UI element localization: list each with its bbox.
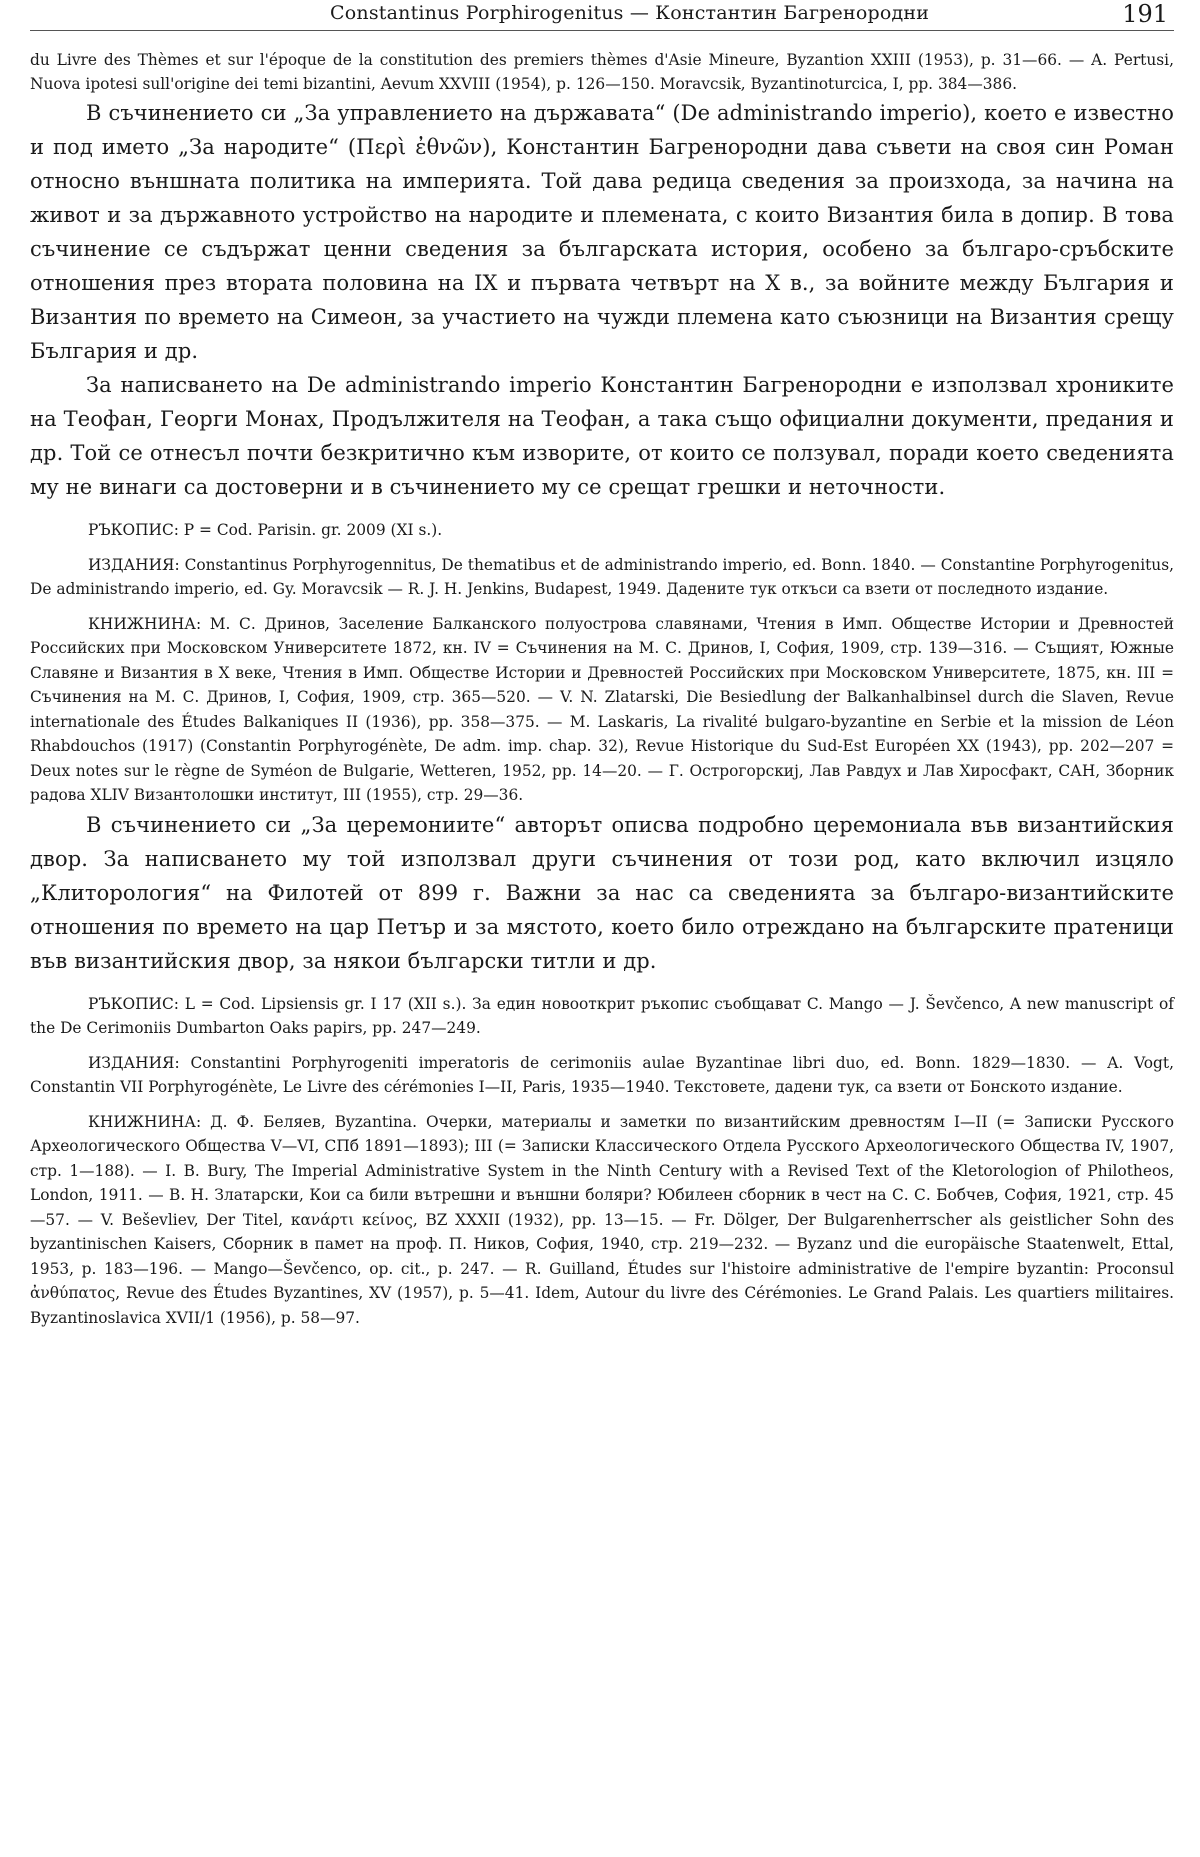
bibliography-note: КНИЖНИНА: М. С. Дринов, Заселение Балканского полуострова славянами, Чтения в Имп. Обществе Истории и Древностей Российских при Московском Университете 1872, кн. IV = Съчинения на М. С. Дринов, I, София, 1909, стр. 139—316. — Същият, Южные Славяне и Византия в X веке, Чтения в Имп. Обществе Истории и Древностей Российских при Московском Университете, 1875, кн. III = Съчинения на М. С. Дринов, I, София, 1909, стр. 365—520. — V. N. Zlatarski, Die Besiedlung der Balkanhalbinsel durch die Slaven, Revue internationale des Études Balkaniques II (1936), pp. 358—375. — M. Laskaris, La rivalité bulgaro-byzantine en Serbie et la mission de Léon Rhabdouchos (1917) (Constantin Porphyrogénète, De adm. imp. chap. 32), Revue Historique du Sud-Est Européen XX (1943), pp. 202—207 = Deux notes sur le règne de Syméon de Bulgarie, Wetteren, 1952, pp. 14—20. — Г. Острогорскиј, Лав Равдух и Лав Хиросфакт, САН, Зборник радова XLIV Византолошки институт, III (1955), стр. 29—36.: [30, 614, 1174, 805]
paragraph-de-administrando: В съчинението си „За управлението на държавата“ (De administrando imperio), което е известно и под името „За народите“ (Περὶ ἐθνῶν), Константин Багренородни дава съвети на своя син Роман относно външната политика на империята. Той дава редица сведения за произхода, за начина на живот и за държавното устройство на народите и племената, с които Византия била в допир. В това съчинение се съдържат ценни сведения за българската история, особено за българо-сръбските отношения през втората половина на IX и първата четвърт на X в., за войните между България и Византия по времето на Симеон, за участието на чужди племена като съюзници на Византия срещу България и др.: [30, 101, 1174, 364]
paragraph-de-cerimoniis: В съчинението си „За церемониите“ авторът описва подробно церемониала във византийския двор. За написването му той използвал други съчинения от този род, като включил изцяло „Клиторология“ на Филотей от 899 г. Важни за нас са сведенията за българо-византийските отношения по времето на цар Петър и за мястото, което било отреждано на българските пратеници във византийския двор, за някои български титли и др.: [30, 812, 1174, 973]
editions-note-2: ИЗДАНИЯ: Constantini Porphyrogeniti imperatoris de cerimoniis aulae Byzantinae libri duo, ed. Bonn. 1829—1830. — A. Vogt, Constantin VII Porphyrogénète, Le Livre des cérémonies I—II, Paris, 1935—1940. Текстовете, дадени тук, са взети от Бонското издание.: [30, 1053, 1174, 1097]
continued-bibliography: du Livre des Thèmes et sur l'époque de la constitution des premiers thèmes d'Asie Mineure, Byzantion XXIII (1953), p. 31—66. — A. Pertusi, Nuova ipotesi sull'origine dei temi bizantini, Aevum XXVIII (1954), p. 126—150. Moravcsik, Byzantinoturcica, I, pp. 384—386.: [30, 51, 1174, 93]
manuscript-note-2: РЪКОПИС: L = Cod. Lipsiensis gr. I 17 (XII s.). За един новооткрит ръкопис съобщават C. Mango — J. Ševčenco, A new manuscript of the De Cerimoniis Dumbarton Oaks papirs, pp. 247—249.: [30, 994, 1174, 1038]
page-number: 191: [1122, 0, 1168, 28]
running-head: [30, 0, 1174, 31]
bibliography-note-2: КНИЖНИНА: Д. Ф. Беляев, Byzantina. Очерки, материалы и заметки по византийским древностям I—II (= Записки Русского Археологического Общества V—VI, СПб 1891—1893); III (= Записки Классического Отдела Русского Археологического Общества IV, 1907, стр. 1—188). — I. B. Bury, The Imperial Administrative System in the Ninth Century with a Revised Text of the Kletorologion of Philotheos, London, 1911. — В. Н. Златарски, Кои са били вътрешни и външни боляри? Юбилеен сборник в чест на С. С. Бобчев, София, 1921, стр. 45—57. — V. Beševliev, Der Titel, κανάρτι κείνος, BZ XXXII (1932), pp. 13—15. — Fr. Dölger, Der Bulgarenherrscher als geistlicher Sohn des byzantinischen Kaisers, Сборник в памет на проф. П. Ников, София, 1940, стр. 219—232. — Byzanz und die europäische Staatenwelt, Ettal, 1953, p. 183—196. — Mango—Ševčenco, op. cit., p. 247. — R. Guilland, Études sur l'histoire administrative de l'empire byzantin: Proconsul ἀνθύπατος, Revue des Études Byzantines, XV (1957), p. 5—41. Idem, Autour du livre des Cérémonies. Le Grand Palais. Les quartiers militaires. Byzantinoslavica XVII/1 (1956), p. 58—97.: [30, 1112, 1174, 1327]
paragraph-sources: За написването на De administrando imperio Константин Багренородни е използвал хрониките на Теофан, Георги Монах, Продължителя на Теофан, а така също официални документи, предания и др. Той се отнесъл почти безкритично към изворите, от които се ползувал, поради което сведенията му не винаги са достоверни и в съчинението му се срещат грешки и неточности.: [30, 373, 1174, 500]
editions-note: ИЗДАНИЯ: Constantinus Porphyrogennitus, De thematibus et de administrando imperio, ed. Bonn. 1840. — Constantine Porphyrogenitus, De administrando imperio, ed. Gy. Moravcsik — R. J. H. Jenkins, Budapest, 1949. Дадените тук откъси са взети от последното издание.: [30, 555, 1174, 599]
running-title: Constantinus Porphirogenitus — Константин Багренородни: [330, 2, 930, 24]
manuscript-note: РЪКОПИС: P = Cod. Parisin. gr. 2009 (XI s.).: [88, 521, 443, 540]
